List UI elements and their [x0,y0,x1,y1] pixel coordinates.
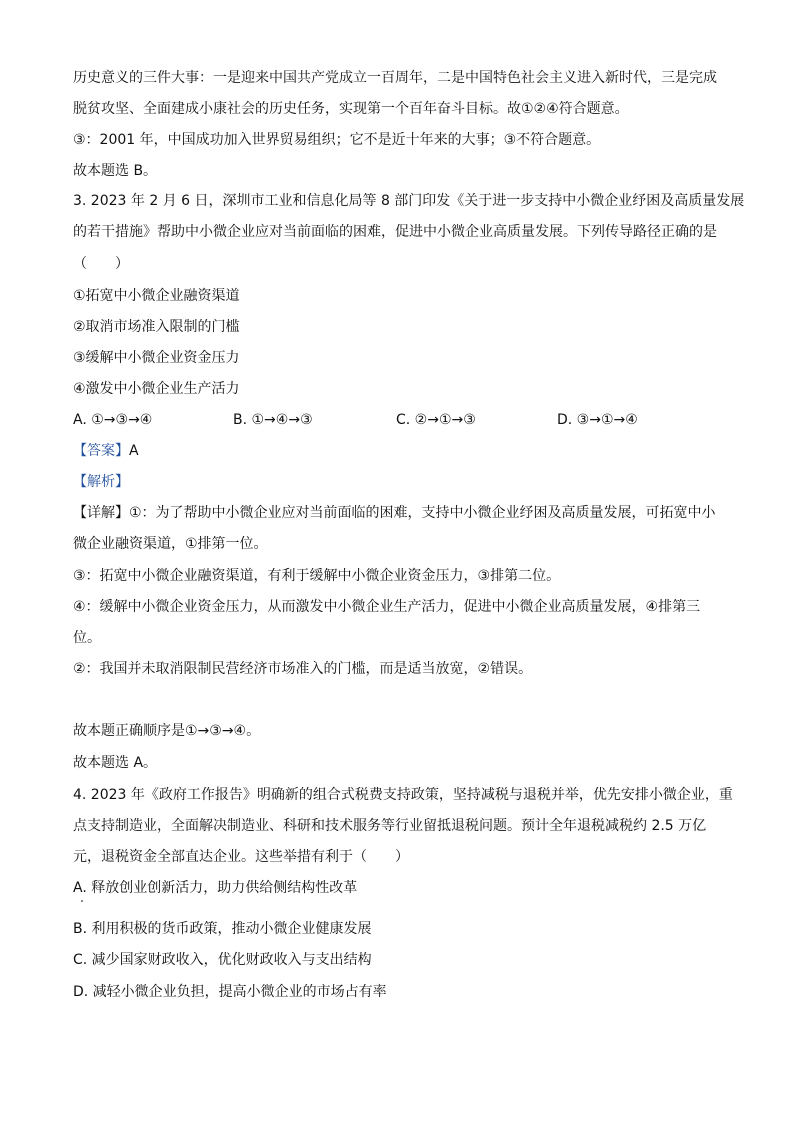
detail-line: ②：我国并未取消限制民营经济市场准入的门槛，而是适当放宽，②错误。 [73,661,533,677]
answer-blank: （ ） [73,256,129,272]
text-line: 脱贫攻坚、全面建成小康社会的历史任务，实现第一个百年奋斗目标。故①②④符合题意。 [73,101,629,117]
detail-line: ④：缓解中小微企业资金压力，从而激发中小微企业生产活力，促进中小微企业高质量发展，④排第三 [73,599,701,615]
question-3-stem: 3. 2023 年 2 月 6 日，深圳市工业和信息化局等 8 部门印发《关于进一步支持中小微企业纾困及高质量发展 [73,193,745,209]
answer-tag: 【答案】 [73,443,129,459]
detail-line: ③：拓宽中小微企业融资渠道，有利于缓解中小微企业资金压力，③排第二位。 [73,568,561,584]
q3-option-c: C. ②→①→③ [396,412,476,428]
text-line: ③：2001 年，中国成功加入世界贸易组织；它不是近十年来的大事；③不符合题意。 [73,132,601,148]
q3-option-d: D. ③→①→④ [557,412,638,428]
q3-option-a: A. ①→③→④ [73,412,153,428]
question-3-stem: 的若干措施》帮助中小微企业应对当前面临的困难，促进中小微企业高质量发展。下列传导路径正确的是 [73,224,717,240]
statement-2: ②取消市场准入限制的门槛 [73,319,240,335]
text-line: 故本题选 B。 [73,163,158,179]
analysis-line [73,472,129,492]
question-4-stem: 4. 2023 年《政府工作报告》明确新的组合式税费支持政策，坚持减税与退税并举，优先安排小微企业，重 [73,787,733,803]
answer-value: A [129,443,139,459]
statement-4: ④激发中小微企业生产活力 [73,381,240,397]
q4-option-a: A. 释放创业创新活力，助力供给侧结构性改革 [73,880,358,896]
text-line: 历史意义的三件大事：一是迎来中国共产党成立一百周年，二是中国特色社会主义进入新时代，三是完成 [73,70,717,86]
analysis-tag: 【解析】 [73,474,129,490]
q4-option-c: C. 减少国家财政收入，优化财政收入与支出结构 [73,952,372,968]
question-4-stem: 元，退税资金全部直达企业。这些举措有利于（ ） [73,849,409,865]
answer-line [73,441,139,461]
detail-tag: 【详解】 [73,505,129,521]
conclusion-line: 故本题正确顺序是①→③→④。 [73,723,261,739]
detail-line: 位。 [73,630,101,646]
statement-3: ③缓解中小微企业资金压力 [73,350,240,366]
conclusion-line: 故本题选 A。 [73,755,158,771]
question-4-stem: 点支持制造业，全面解决制造业、科研和技术服务等行业留抵退税问题。预计全年退税减税约 2.5 万亿 [73,818,707,834]
q4-option-d: D. 减轻小微企业负担，提高小微企业的市场占有率 [73,984,387,1000]
q3-option-b: B. ①→④→③ [233,412,313,428]
stray-dot [81,900,83,902]
statement-1: ①拓宽中小微企业融资渠道 [73,288,240,304]
detail-line: 微企业融资渠道，①排第一位。 [73,536,268,552]
detail-text: ①：为了帮助中小微企业应对当前面临的困难，支持中小微企业纾困及高质量发展，可拓宽中小 [129,505,716,521]
detail-line [73,503,716,523]
q4-option-b: B. 利用积极的货币政策，推动小微企业健康发展 [73,921,372,937]
